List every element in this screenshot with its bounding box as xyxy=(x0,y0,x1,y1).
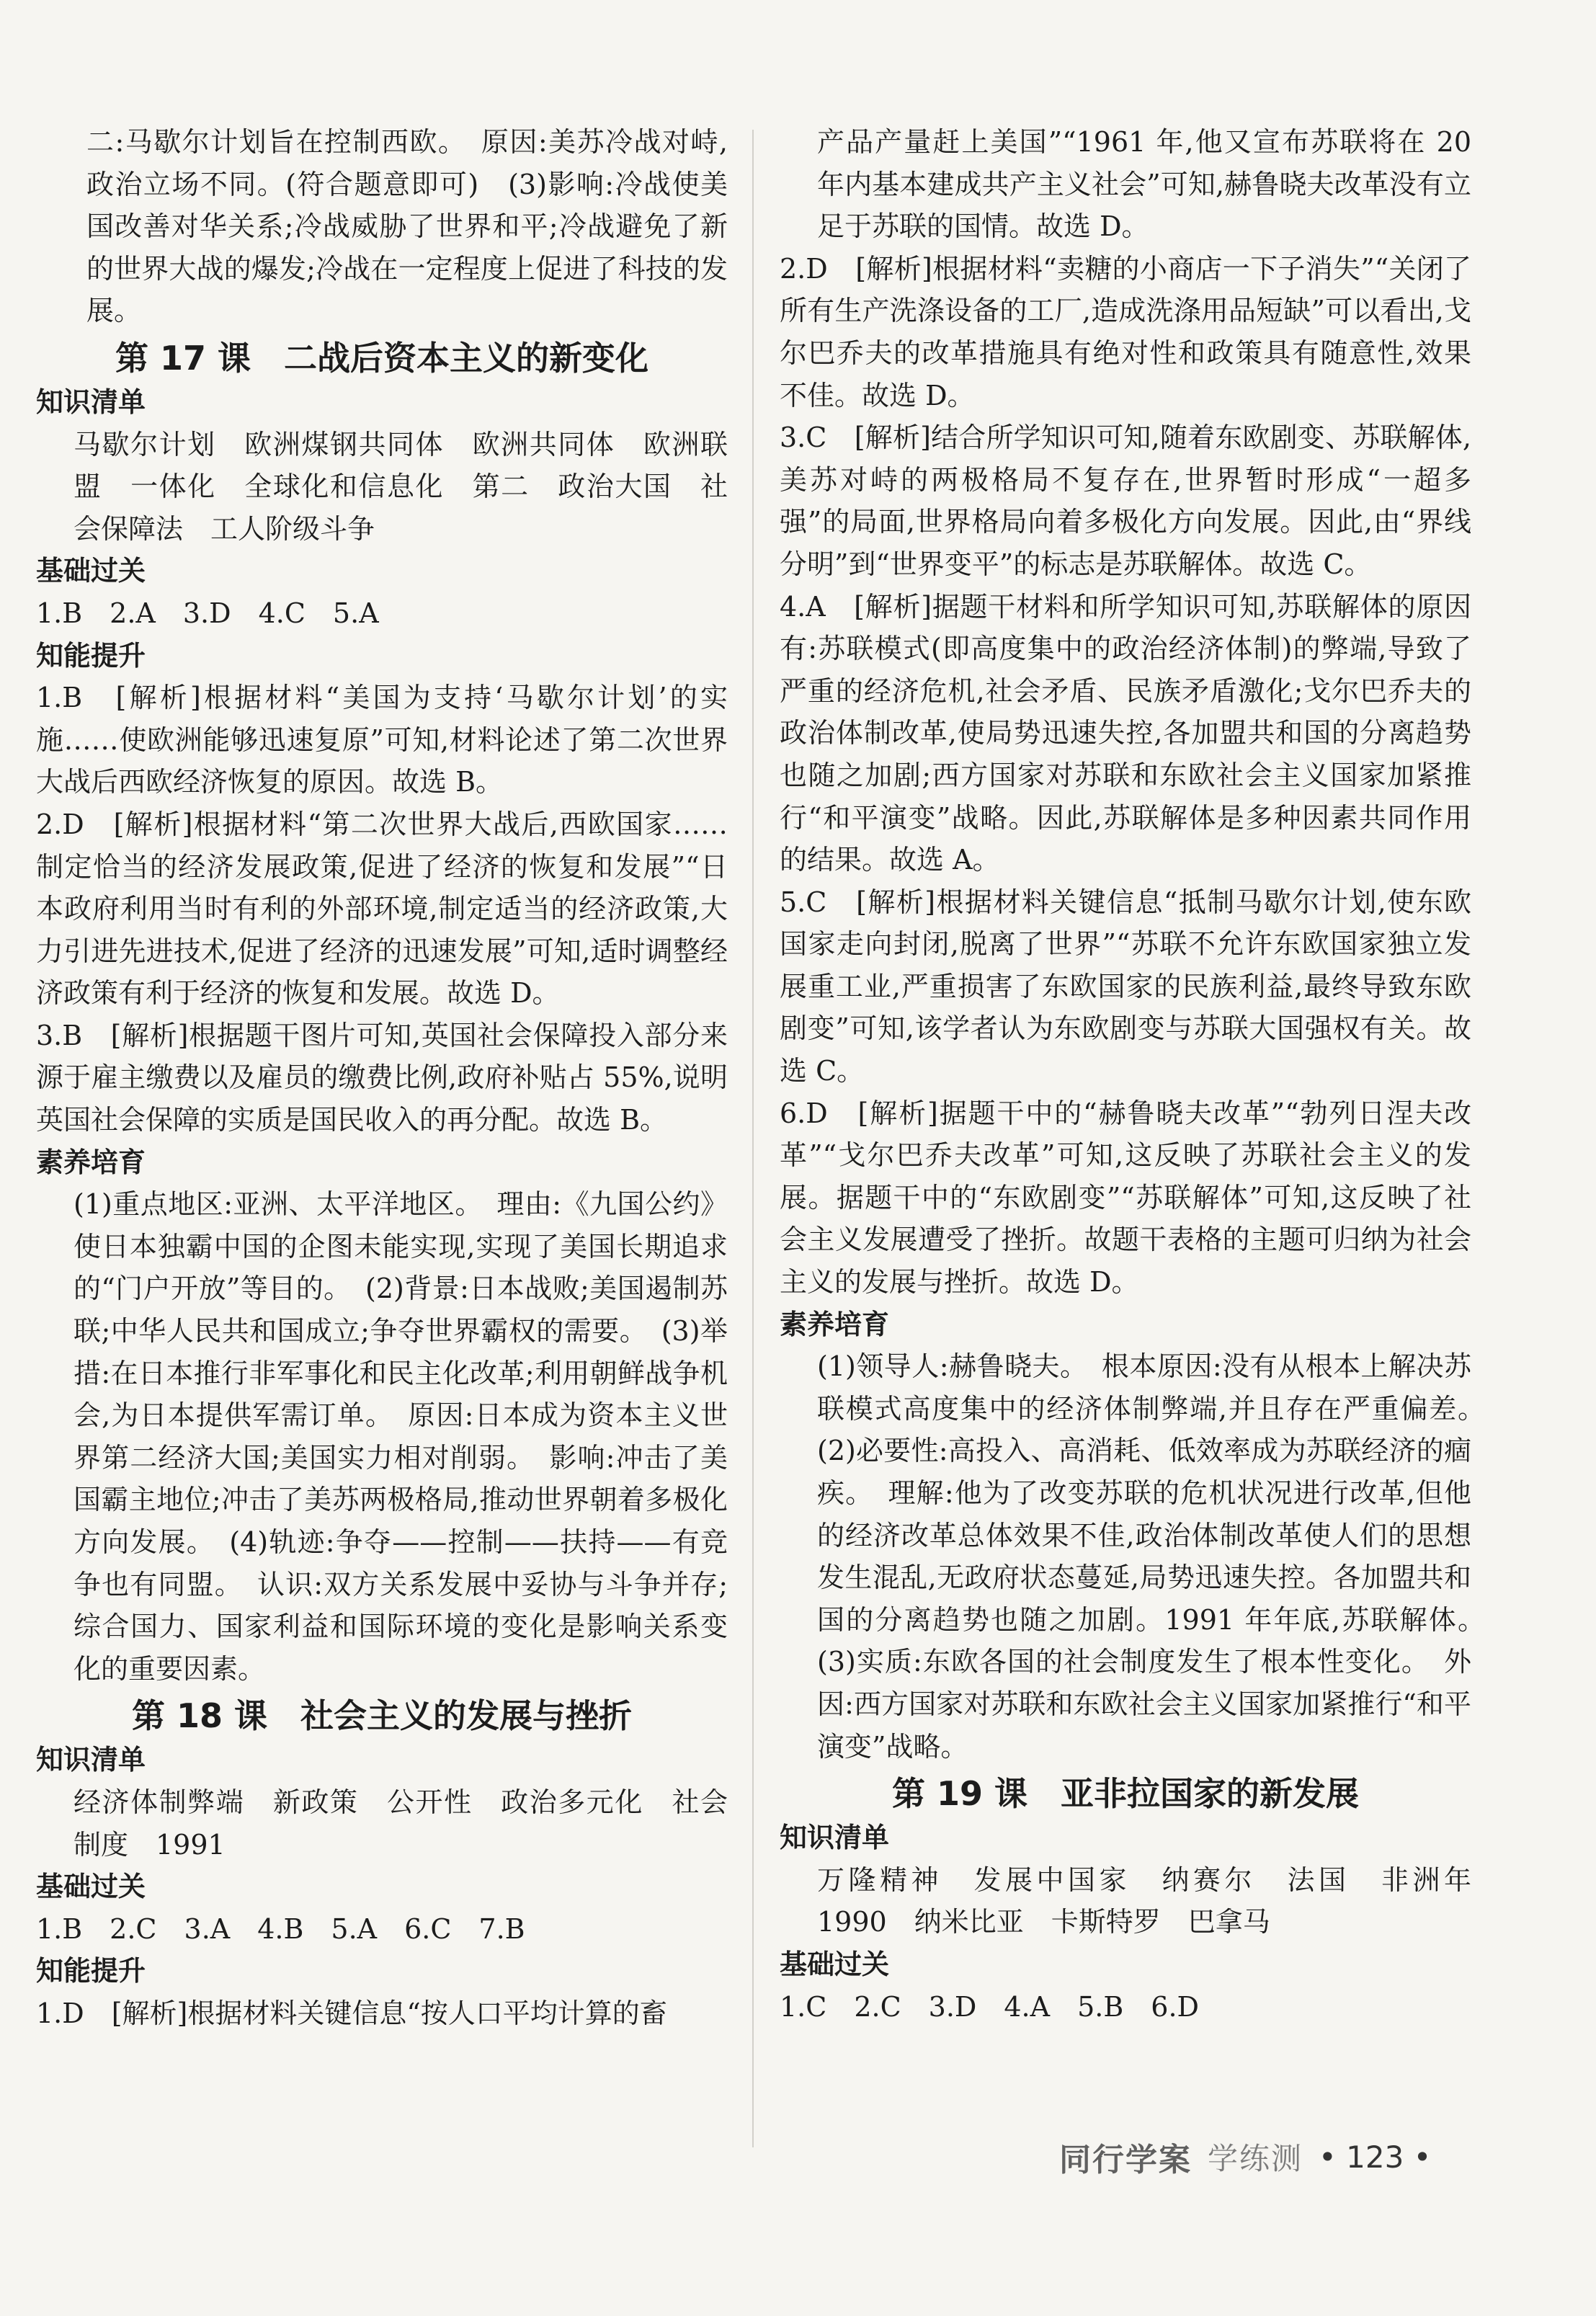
intro-paragraph: 二:马歇尔计划旨在控制西欧。 原因:美苏冷战对峙,政治立场不同。(符合题意即可) (3)影响:冷战使美国改善对华关系;冷战威胁了世界和平;冷战避免了新的世界大战的爆发;冷战在一定程度上促进了科技的发展。 xyxy=(86,126,728,327)
lesson-18-knowledge-heading: 知识清单 xyxy=(36,1744,146,1776)
lesson-19-knowledge-heading: 知识清单 xyxy=(780,1822,890,1854)
footer-subtitle: 学练测 xyxy=(1208,2141,1303,2176)
lesson-19-knowledge-text: 万隆精神 发展中国家 纳赛尔 法国 非洲年 1990 纳米比亚 卡斯特罗 巴拿马 xyxy=(817,1863,1499,1938)
lesson-19-basic-answers: 1.C 2.C 3.D 4.A 5.B 6.D xyxy=(780,1990,1199,2023)
lesson-19-title: 第 19 课 亚非拉国家的新发展 xyxy=(891,1774,1360,1814)
lesson-18-ability-continuation: 产品产量赶上美国”“1961 年,他又宣布苏联将在 20 年内基本建成共产主义社会”可知,赫鲁晓夫改革没有立足于苏联的国情。故选 D。 xyxy=(817,126,1471,243)
lesson-18-knowledge-text: 经济体制弊端 新政策 公开性 政治多元化 社会制度 1991 xyxy=(73,1786,728,1861)
lesson-18-ability-item: 5.C [解析]根据材料关键信息“抵制马歇尔计划,使东欧国家走向封闭,脱离了世界”“苏联不允许东欧国家独立发展重工业,严重损害了东欧国家的民族利益,最终导致东欧剧变”可知,该学者认为东欧剧变与苏联大国强权有关。故选 C。 xyxy=(780,886,1471,1087)
lesson-18-ability-item: 4.A [解析]据题干材料和所学知识可知,苏联解体的原因有:苏联模式(即高度集中的政治经济体制)的弊端,导致了严重的经济危机,社会矛盾、民族矛盾激化;戈尔巴乔夫的政治体制改革,使局势迅速失控,各加盟共和国的分离趋势也随之加剧;西方国家对苏联和东欧社会主义国家加紧推行“和平演变”战略。因此,苏联解体是多种因素共同作用的结果。故选 A。 xyxy=(780,590,1471,876)
lesson-17-ability-item: 3.B [解析]根据题干图片可知,英国社会保障投入部分来源于雇主缴费以及雇员的缴费比例,政府补贴占 55%,说明英国社会保障的实质是国民收入的再分配。故选 B。 xyxy=(36,1019,728,1136)
lesson-18-ability-heading: 知能提升 xyxy=(36,1955,146,1987)
lesson-18-ability-item: 2.D [解析]根据材料“卖糖的小商店一下子消失”“关闭了所有生产洗涤设备的工厂,造成洗涤用品短缺”可以看出,戈尔巴乔夫的改革措施具有绝对性和政策具有随意性,效果不佳。故选 D。 xyxy=(780,252,1471,411)
lesson-18-ability-item: 6.D [解析]据题干中的“赫鲁晓夫改革”“勃列日涅夫改革”“戈尔巴乔夫改革”可知,这反映了苏联社会主义的发展。据题干中的“东欧剧变”“苏联解体”可知,这反映了社会主义发展遭受了挫折。故题干表格的主题可归纳为社会主义的发展与挫折。故选 D。 xyxy=(780,1097,1471,1299)
lesson-18-basic-heading: 基础过关 xyxy=(36,1871,146,1903)
lesson-17-title: 第 17 课 二战后资本主义的新变化 xyxy=(115,338,649,378)
lesson-18-ability-item: 1.D [解析]根据材料关键信息“按人口平均计算的畜 xyxy=(36,1997,667,2029)
left-column xyxy=(36,121,728,2035)
lesson-17-ability-heading: 知能提升 xyxy=(36,639,146,672)
lesson-18-literacy-text: (1)领导人:赫鲁晓夫。 根本原因:没有从根本上解决苏联模式高度集中的经济体制弊端,并且存在严重偏差。 (2)必要性:高投入、高消耗、低效率成为苏联经济的痼疾。 理解:他为了改变苏联的危机状况进行改革,但他的经济改革总体效果不佳,政治体制改革使人们的思想发生混乱,无政府状态蔓延,局势迅速失控。各加盟共和国的分离趋势也随之加剧。1991 年年底,苏联解体。 (3)实质:东欧各国的社会制度发生了根本性变化。 外因:西方国家对苏联和东欧社会主义国家加紧推行“和平演变”战略。 xyxy=(817,1350,1499,1763)
lesson-17-ability-item: 1.B [解析]根据材料“美国为支持‘马歇尔计划’的实施……使欧洲能够迅速复原”可知,材料论述了第二次世界大战后西欧经济恢复的原因。故选 B。 xyxy=(36,682,728,798)
lesson-17-basic-heading: 基础过关 xyxy=(36,555,146,587)
lesson-17-knowledge-text: 马歇尔计划 欧洲煤钢共同体 欧洲共同体 欧洲联盟 一体化 全球化和信息化 第二 政治大国 社会保障法 工人阶级斗争 xyxy=(73,428,728,545)
column-divider xyxy=(752,130,754,2147)
lesson-17-literacy-heading: 素养培育 xyxy=(36,1146,146,1178)
lesson-18-title: 第 18 课 社会主义的发展与挫折 xyxy=(131,1696,633,1736)
lesson-17-knowledge-heading: 知识清单 xyxy=(36,386,146,418)
page-footer xyxy=(1059,2132,1431,2182)
lesson-18-basic-answers: 1.B 2.C 3.A 4.B 5.A 6.C 7.B xyxy=(36,1912,525,1945)
page-number: • 123 • xyxy=(1319,2139,1432,2175)
footer-brand: 同行学案 xyxy=(1059,2142,1192,2178)
lesson-18-literacy-heading: 素养培育 xyxy=(780,1308,890,1340)
lesson-17-literacy-text: (1)重点地区:亚洲、太平洋地区。 理由:《九国公约》使日本独霸中国的企图未能实现,实现了美国长期追求的“门户开放”等目的。 (2)背景:日本战败;美国遏制苏联;中华人民共和国成立;争夺世界霸权的需要。 (3)举措:在日本推行非军事化和民主化改革;利用朝鲜战争机会,为日本提供军需订单。 原因:日本成为资本主义世界第二经济大国;美国实力相对削弱。 影响:冲击了美国霸主地位;冲击了美苏两极格局,推动世界朝着多极化方向发展。 (4)轨迹:争夺——控制——扶持——有竞争也有同盟。 认识:双方关系发展中妥协与斗争并存;综合国力、国家利益和国际环境的变化是影响关系变化的重要因素。 xyxy=(73,1188,728,1685)
lesson-17-ability-item: 2.D [解析]根据材料“第二次世界大战后,西欧国家……制定恰当的经济发展政策,促进了经济的恢复和发展”“日本政府利用当时有利的外部环境,制定适当的经济政策,大力引进先进技术,促进了经济的迅速发展”可知,适时调整经济政策有利于经济的恢复和发展。故选 D。 xyxy=(36,808,728,1010)
lesson-18-ability-item: 3.C [解析]结合所学知识可知,随着东欧剧变、苏联解体,美苏对峙的两极格局不复存在,世界暂时形成“一超多强”的局面,世界格局向着多极化方向发展。因此,由“界线分明”到“世界变平”的标志是苏联解体。故选 C。 xyxy=(780,422,1471,580)
right-column xyxy=(780,121,1499,2028)
lesson-19-basic-heading: 基础过关 xyxy=(780,1948,890,1980)
lesson-17-basic-answers: 1.B 2.A 3.D 4.C 5.A xyxy=(36,597,379,629)
